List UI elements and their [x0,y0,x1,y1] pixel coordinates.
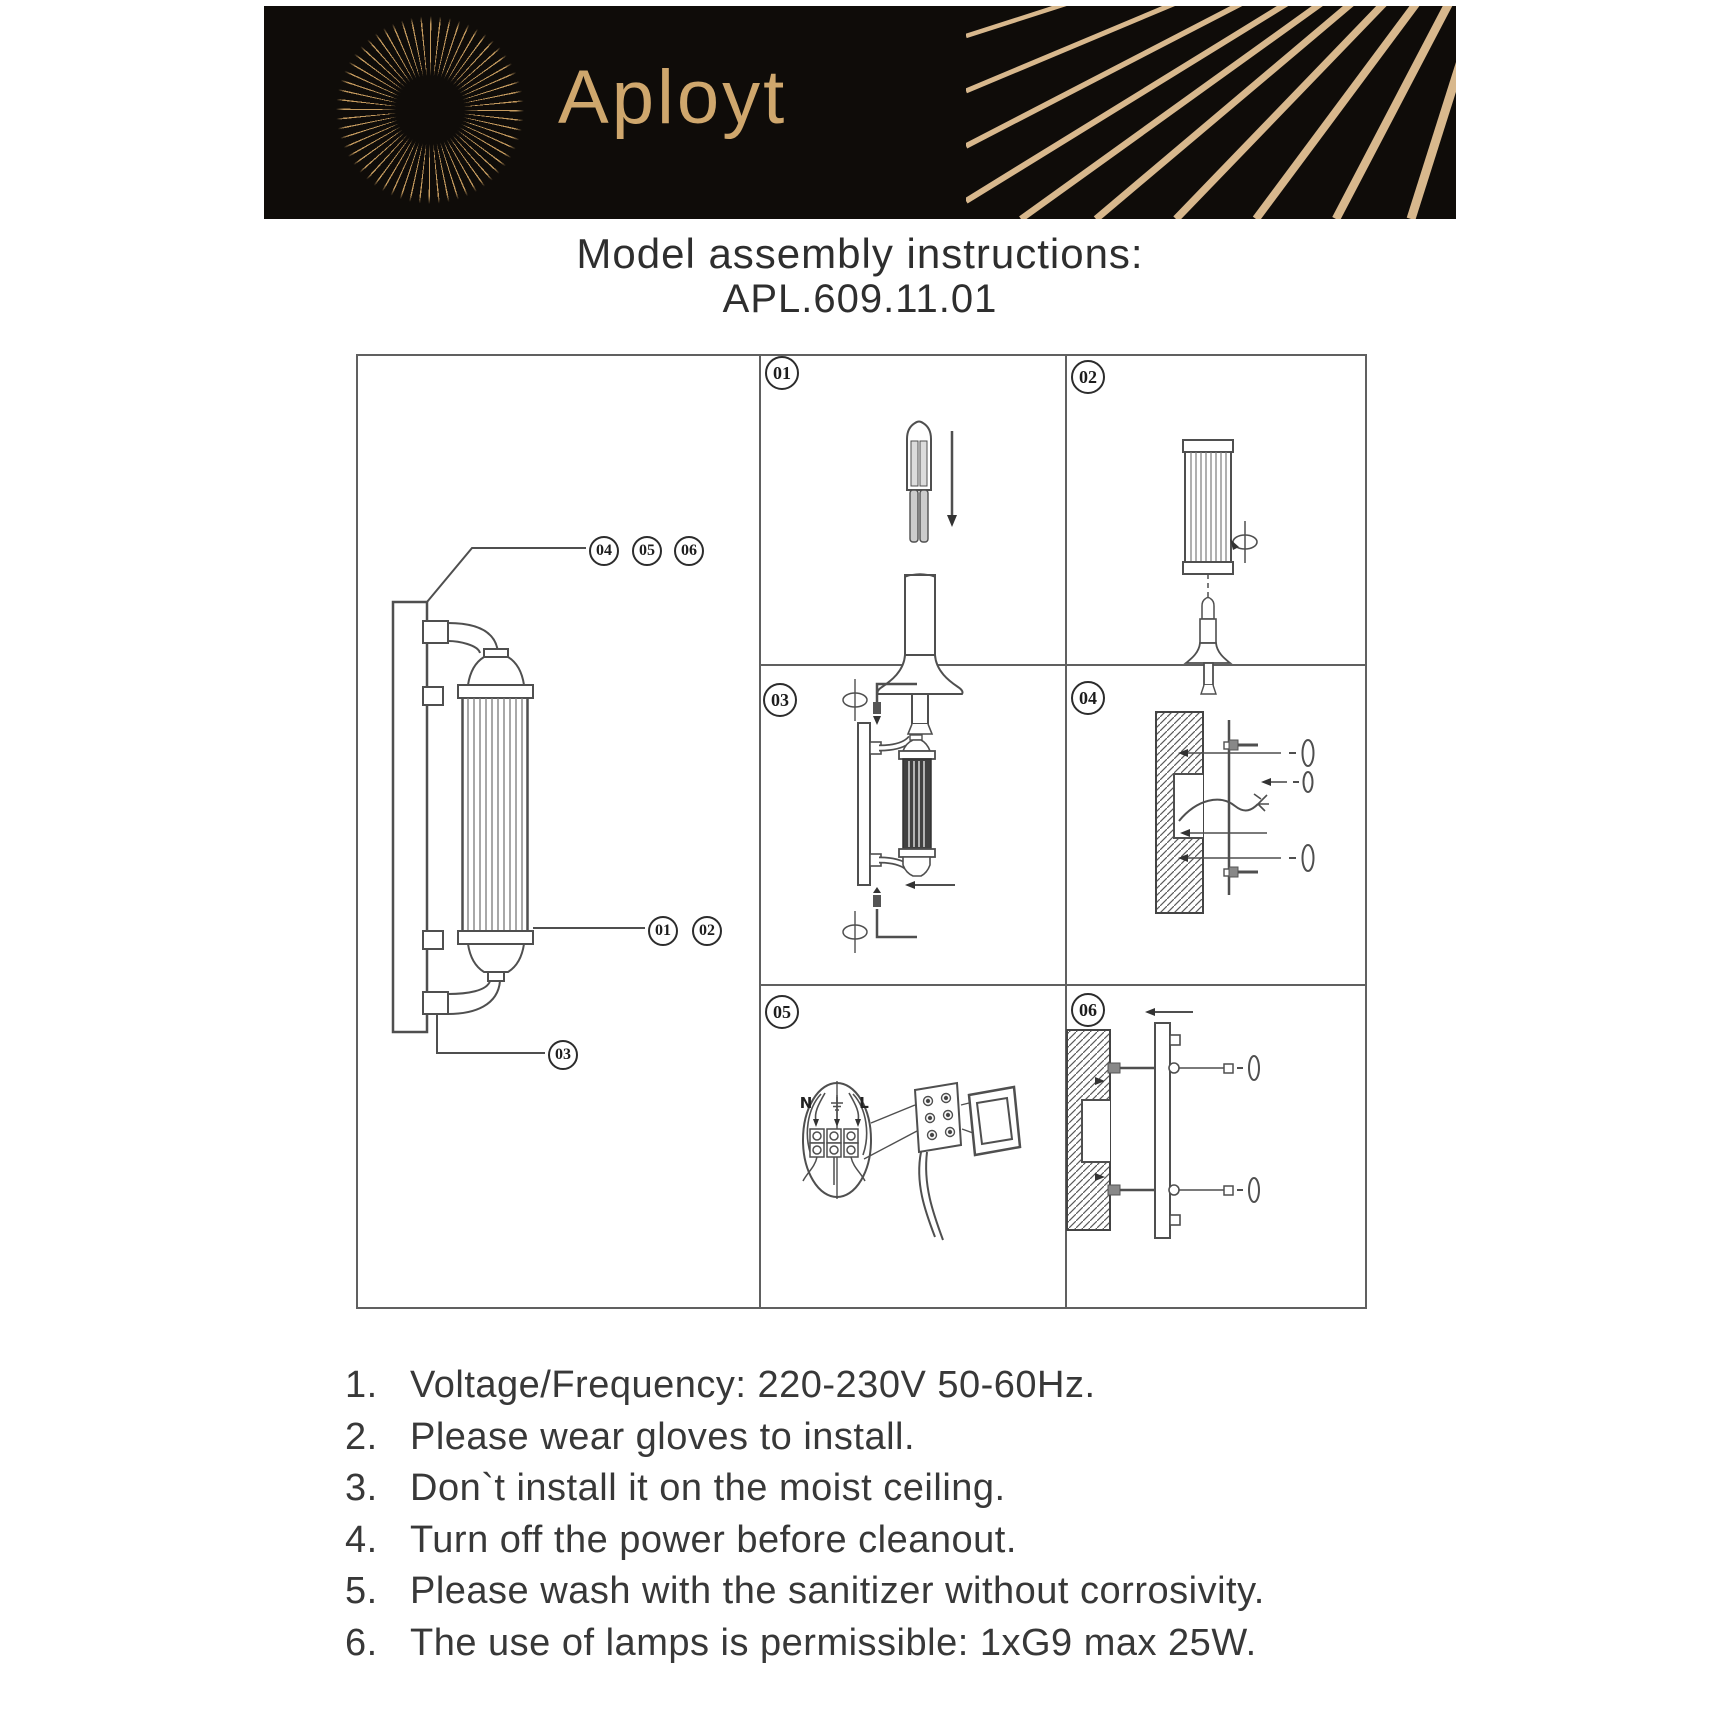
panel-badge-01: 01 [765,356,799,390]
wire-label-line: L [859,1094,869,1112]
step1-bulb-insertion [878,422,963,735]
backplate [393,602,427,1032]
brand-name: Aployt [558,55,788,140]
wire-label-neutral: N [799,1094,813,1112]
list-item-text: Please wear gloves to install. [410,1415,916,1458]
screw-row-bottom [1108,1178,1259,1202]
list-item-text: The use of lamps is permissible: 1xG9 max 25W. [410,1621,1257,1664]
callout-04: 04 [589,536,619,566]
callout-06: 06 [674,536,704,566]
list-item [345,1515,1445,1567]
list-item-number: 6. [345,1621,378,1664]
callout-05: 05 [632,536,662,566]
brand-banner [264,6,1456,219]
list-item [345,1412,1445,1464]
list-item-text: Voltage/Frequency: 220-230V 50-60Hz. [410,1364,1096,1406]
list-item-number: 1. [345,1364,378,1406]
step6-backplate-mounting [1067,1008,1259,1238]
list-item-number: 4. [345,1518,378,1561]
list-item-text: Please wash with the sanitizer without corrosivity. [410,1570,1265,1612]
panel-badge-03: 03 [763,683,797,717]
step5-wiring [803,1081,1020,1240]
panel-badge-06: 06 [1071,993,1105,1027]
callout-02: 02 [692,916,722,946]
sunburst-logo-icon [330,10,530,210]
shade-top-plate [458,685,533,698]
panel-badge-04: 04 [1071,681,1105,715]
terminal-block [915,1083,961,1152]
instruction-list [345,1360,1445,1669]
step3-lamp-fixing [843,679,955,953]
panel-badge-02: 02 [1071,360,1105,394]
fluted-shade [463,698,528,931]
list-item-text: Turn off the power before cleanout. [410,1518,1017,1561]
list-item-text: Don`t install it on the moist ceiling. [410,1467,1006,1509]
callout-01: 01 [648,916,678,946]
decorative-rays-icon [966,6,1456,219]
mounting-frame [969,1087,1020,1155]
step4-bracket-mounting [1156,712,1314,913]
down-arrow-icon [947,515,957,527]
main-lamp-view [393,548,645,1053]
screw-row-top [1108,1056,1259,1080]
list-item-number: 5. [345,1570,378,1612]
panel-badge-05: 05 [765,995,799,1029]
lamp-socket [905,575,935,655]
list-item [345,1463,1445,1515]
list-item [345,1566,1445,1618]
list-item [345,1618,1445,1670]
list-item [345,1360,1445,1412]
backplate [1155,1023,1170,1238]
model-number: APL.609.11.01 [722,277,998,321]
page-title: Model assembly instructions: [576,230,1144,277]
list-item-number: 3. [345,1467,378,1509]
step2-shade-screwing [1183,440,1257,694]
assembly-diagram [355,353,1368,1310]
terminal-block-detail [810,1129,858,1157]
list-item-number: 2. [345,1415,378,1458]
shade-bottom-plate [458,931,533,944]
callout-03: 03 [548,1040,578,1070]
